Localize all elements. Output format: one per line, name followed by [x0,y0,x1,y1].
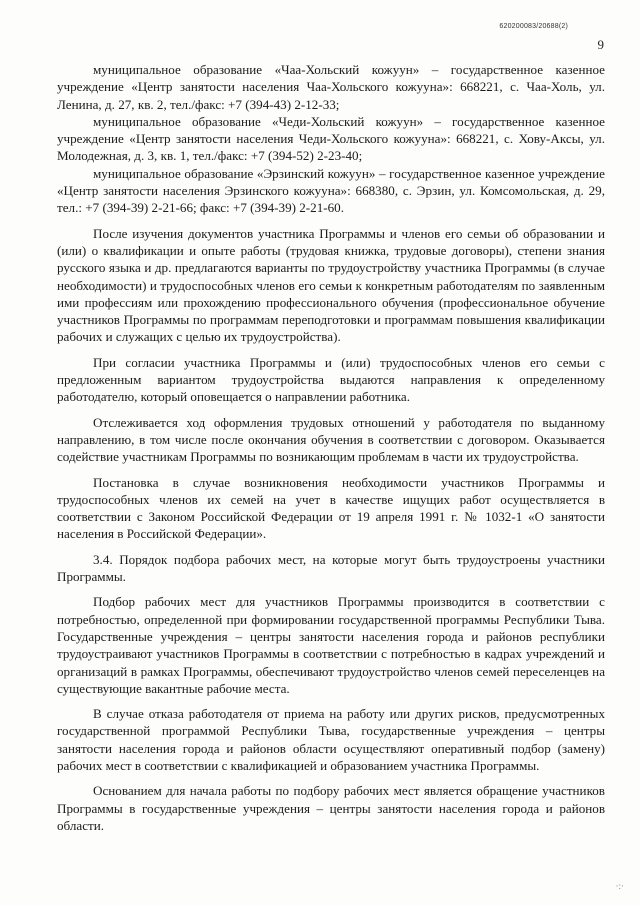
paragraph-chaa-khol-address: муниципальное образование «Чаа-Хольский кожуун» – государственное казенное учреждение «Центр занятости населения Чаа-Хольского кожууна»: 668221, с. Чаа-Холь, ул. Ленина, д. 27, кв. 2, тел./факс: +7 (394-43) 2-12-33; [57,62,605,112]
paragraph-basis-for-selection: Основанием для начала работы по подбору рабочих мест является обращение участников Программы в государственные учреждения – центры занятости населения города и районов области. [57,783,605,833]
document-body [57,61,605,842]
paragraph-document-review: После изучения документов участника Программы и членов его семьи об образовании и (или) о квалификации и опыте работы (трудовая книжка, трудовые договоры), степени знания русского языка и др. предлагаются варианты по трудоустройству участника Программы (в случае необходимости) и трудоспособных членов его семьи к конкретным работодателям по заявленным ими профессиям или прохождению профессионального обучения (профессиональное обучение участников Программы по программам переподготовки и программам повышения квалификации рабочих и служащих с целью их трудоустройства). [57,225,605,345]
paragraph-job-selection: Подбор рабочих мест для участников Программы производится в соответствии с потребностью, определенной при формировании государственной программы Республики Тыва. Государственные учреждения – центры занятости населения города и районов республики трудоустраивают участников Программы в соответствии с потребностью в кадрах учреждений и организаций в рамках Программы, обеспечивают трудоустройство членов семей переселенцев на существующие вакантные рабочие места. [57,594,605,696]
paragraph-employer-refusal: В случае отказа работодателя от приема на работу или других рисков, предусмотренных государственной программой Республики Тыва, государственные учреждения – центры занятости населения города и районов области осуществляют оперативный подбор (замену) рабочих мест в соответствии с квалификацией и образованием участника Программы. [57,706,605,773]
paragraph-job-seeker-registration: Постановка в случае возникновения необходимости участников Программы и трудоспособных членов их семей на учет в качестве ищущих работ осуществляется в соответствии с Законом Российской Федерации от 19 апреля 1991 г. № 1032-1 «О занятости населения в Российской Федерации». [57,474,605,542]
page-number: 9 [597,37,604,52]
paragraph-erzin-address: муниципальное образование «Эрзинский кожуун» – государственное казенное учреждение «Центр занятости населения Эрзинского кожууна»: 668380, с. Эрзин, ул. Комсомольская, д. 29, тел.: +7 (394-39) 2-21-66; факс: +7 (394-39) 2-21-60. [57,165,605,216]
section-heading-3-4: 3.4. Порядок подбора рабочих мест, на которые могут быть трудоустроены участники Программы. [57,551,605,585]
paragraph-chedi-khol-address: муниципальное образование «Чеди-Хольский кожуун» – государственное казенное учреждение «Центр занятости населения Чеди-Хольского кожууна»: 668221, с. Хову-Аксы, ул. Молодежная, д. 3, кв. 1, тел./факс: +7 (394-52) 2-23-40; [57,113,605,164]
document-id: 620200083/20688(2) [499,23,568,30]
paragraph-employment-tracking: Отслеживается ход оформления трудовых отношений у работодателя по выданному направлению, в том числе после окончания обучения в соответствии с договором. Оказывается содействие участникам Программы по возникающим проблемам в части их трудоустройства. [57,414,605,465]
paragraph-referral: При согласии участника Программы и (или) трудоспособных членов его семьи с предложенным вариантом трудоустройства выдаются направления к определенному работодателю, который оповещается о направлении работника. [57,354,605,405]
scan-artifact-mark: ·:· [615,881,624,891]
